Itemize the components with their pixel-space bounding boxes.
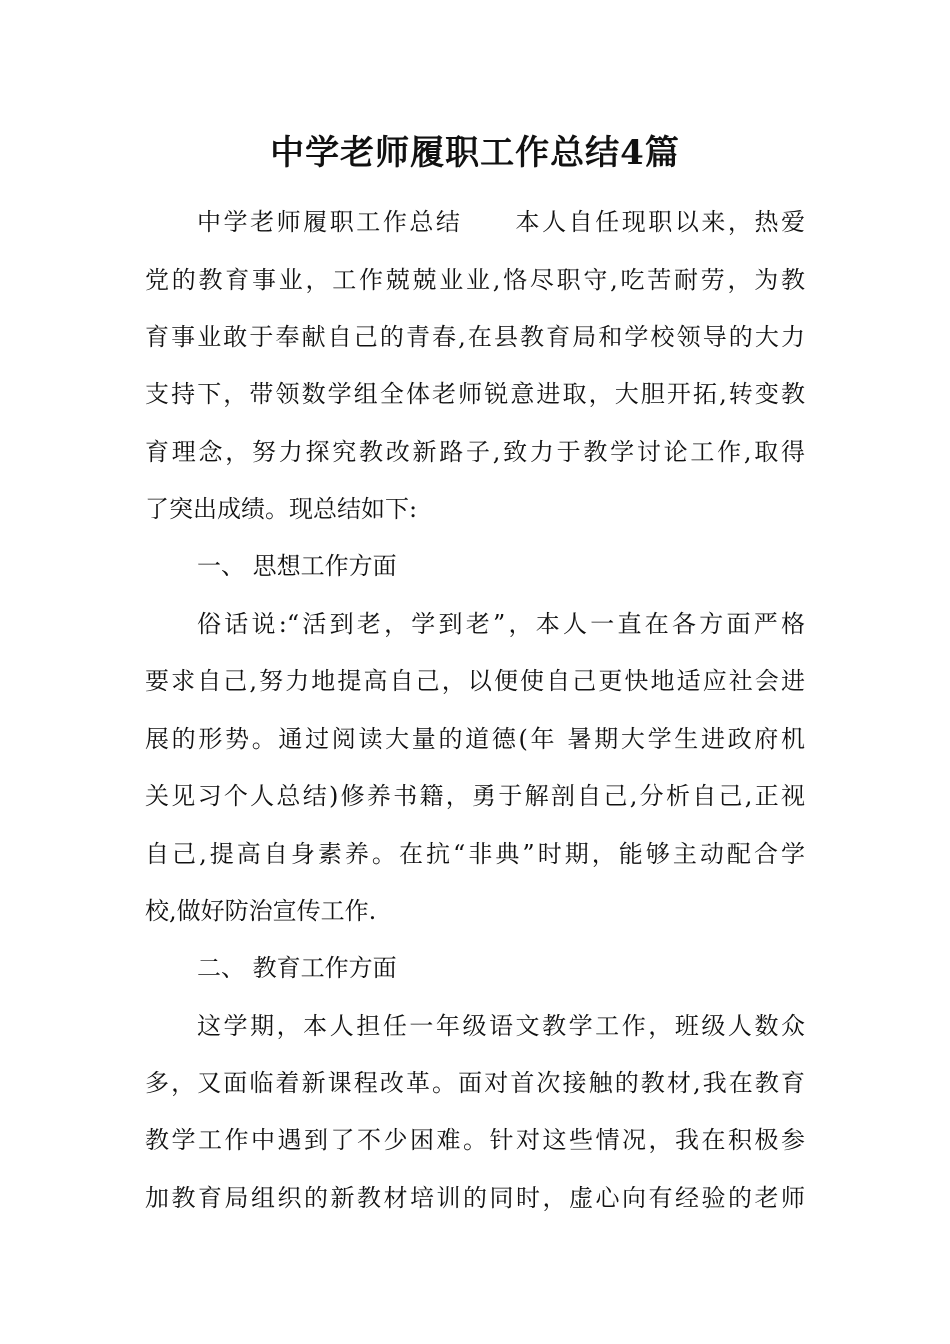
text-line: 关见习个人总结)修养书籍，勇于解剖自己,分析自己,正视 xyxy=(145,782,805,810)
text-line: 育理念，努力探究教改新路子,致力于教学讨论工作,取得 xyxy=(145,438,805,466)
text-line: 校,做好防治宣传工作. xyxy=(145,897,377,925)
text-line: 俗话说:“活到老，学到老”，本人一直在各方面严格 xyxy=(197,610,805,638)
text-line: 教学工作中遇到了不少困难。针对这些情况，我在积极参 xyxy=(145,1126,805,1154)
document-title: 中学老师履职工作总结4篇 xyxy=(270,133,680,173)
text-line: 多，又面临着新课程改革。面对首次接触的教材,我在教育 xyxy=(145,1069,805,1097)
text-line: 加教育局组织的新教材培训的同时，虚心向有经验的老师 xyxy=(145,1184,805,1212)
text-line: 自己,提高自身素养。在抗“非典”时期，能够主动配合学 xyxy=(145,840,805,868)
text-line: 展的形势。通过阅读大量的道德(年 暑期大学生进政府机 xyxy=(145,725,805,753)
section-heading: 二、 教育工作方面 xyxy=(197,954,397,982)
text-line: 要求自己,努力地提高自己，以便使自己更快地适应社会进 xyxy=(145,667,805,695)
text-line: 支持下，带领数学组全体老师锐意进取，大胆开拓,转变教 xyxy=(145,380,805,408)
text-line: 党的教育事业，工作兢兢业业,恪尽职守,吃苦耐劳，为教 xyxy=(145,266,805,294)
text-line: 育事业敢于奉献自己的青春,在县教育局和学校领导的大力 xyxy=(145,323,805,351)
section-heading: 一、 思想工作方面 xyxy=(197,552,397,580)
text-line: 了突出成绩。现总结如下: xyxy=(145,495,418,523)
text-line: 这学期，本人担任一年级语文教学工作，班级人数众 xyxy=(197,1012,805,1040)
text-line: 中学老师履职工作总结 本人自任现职以来，热爱 xyxy=(197,208,805,236)
